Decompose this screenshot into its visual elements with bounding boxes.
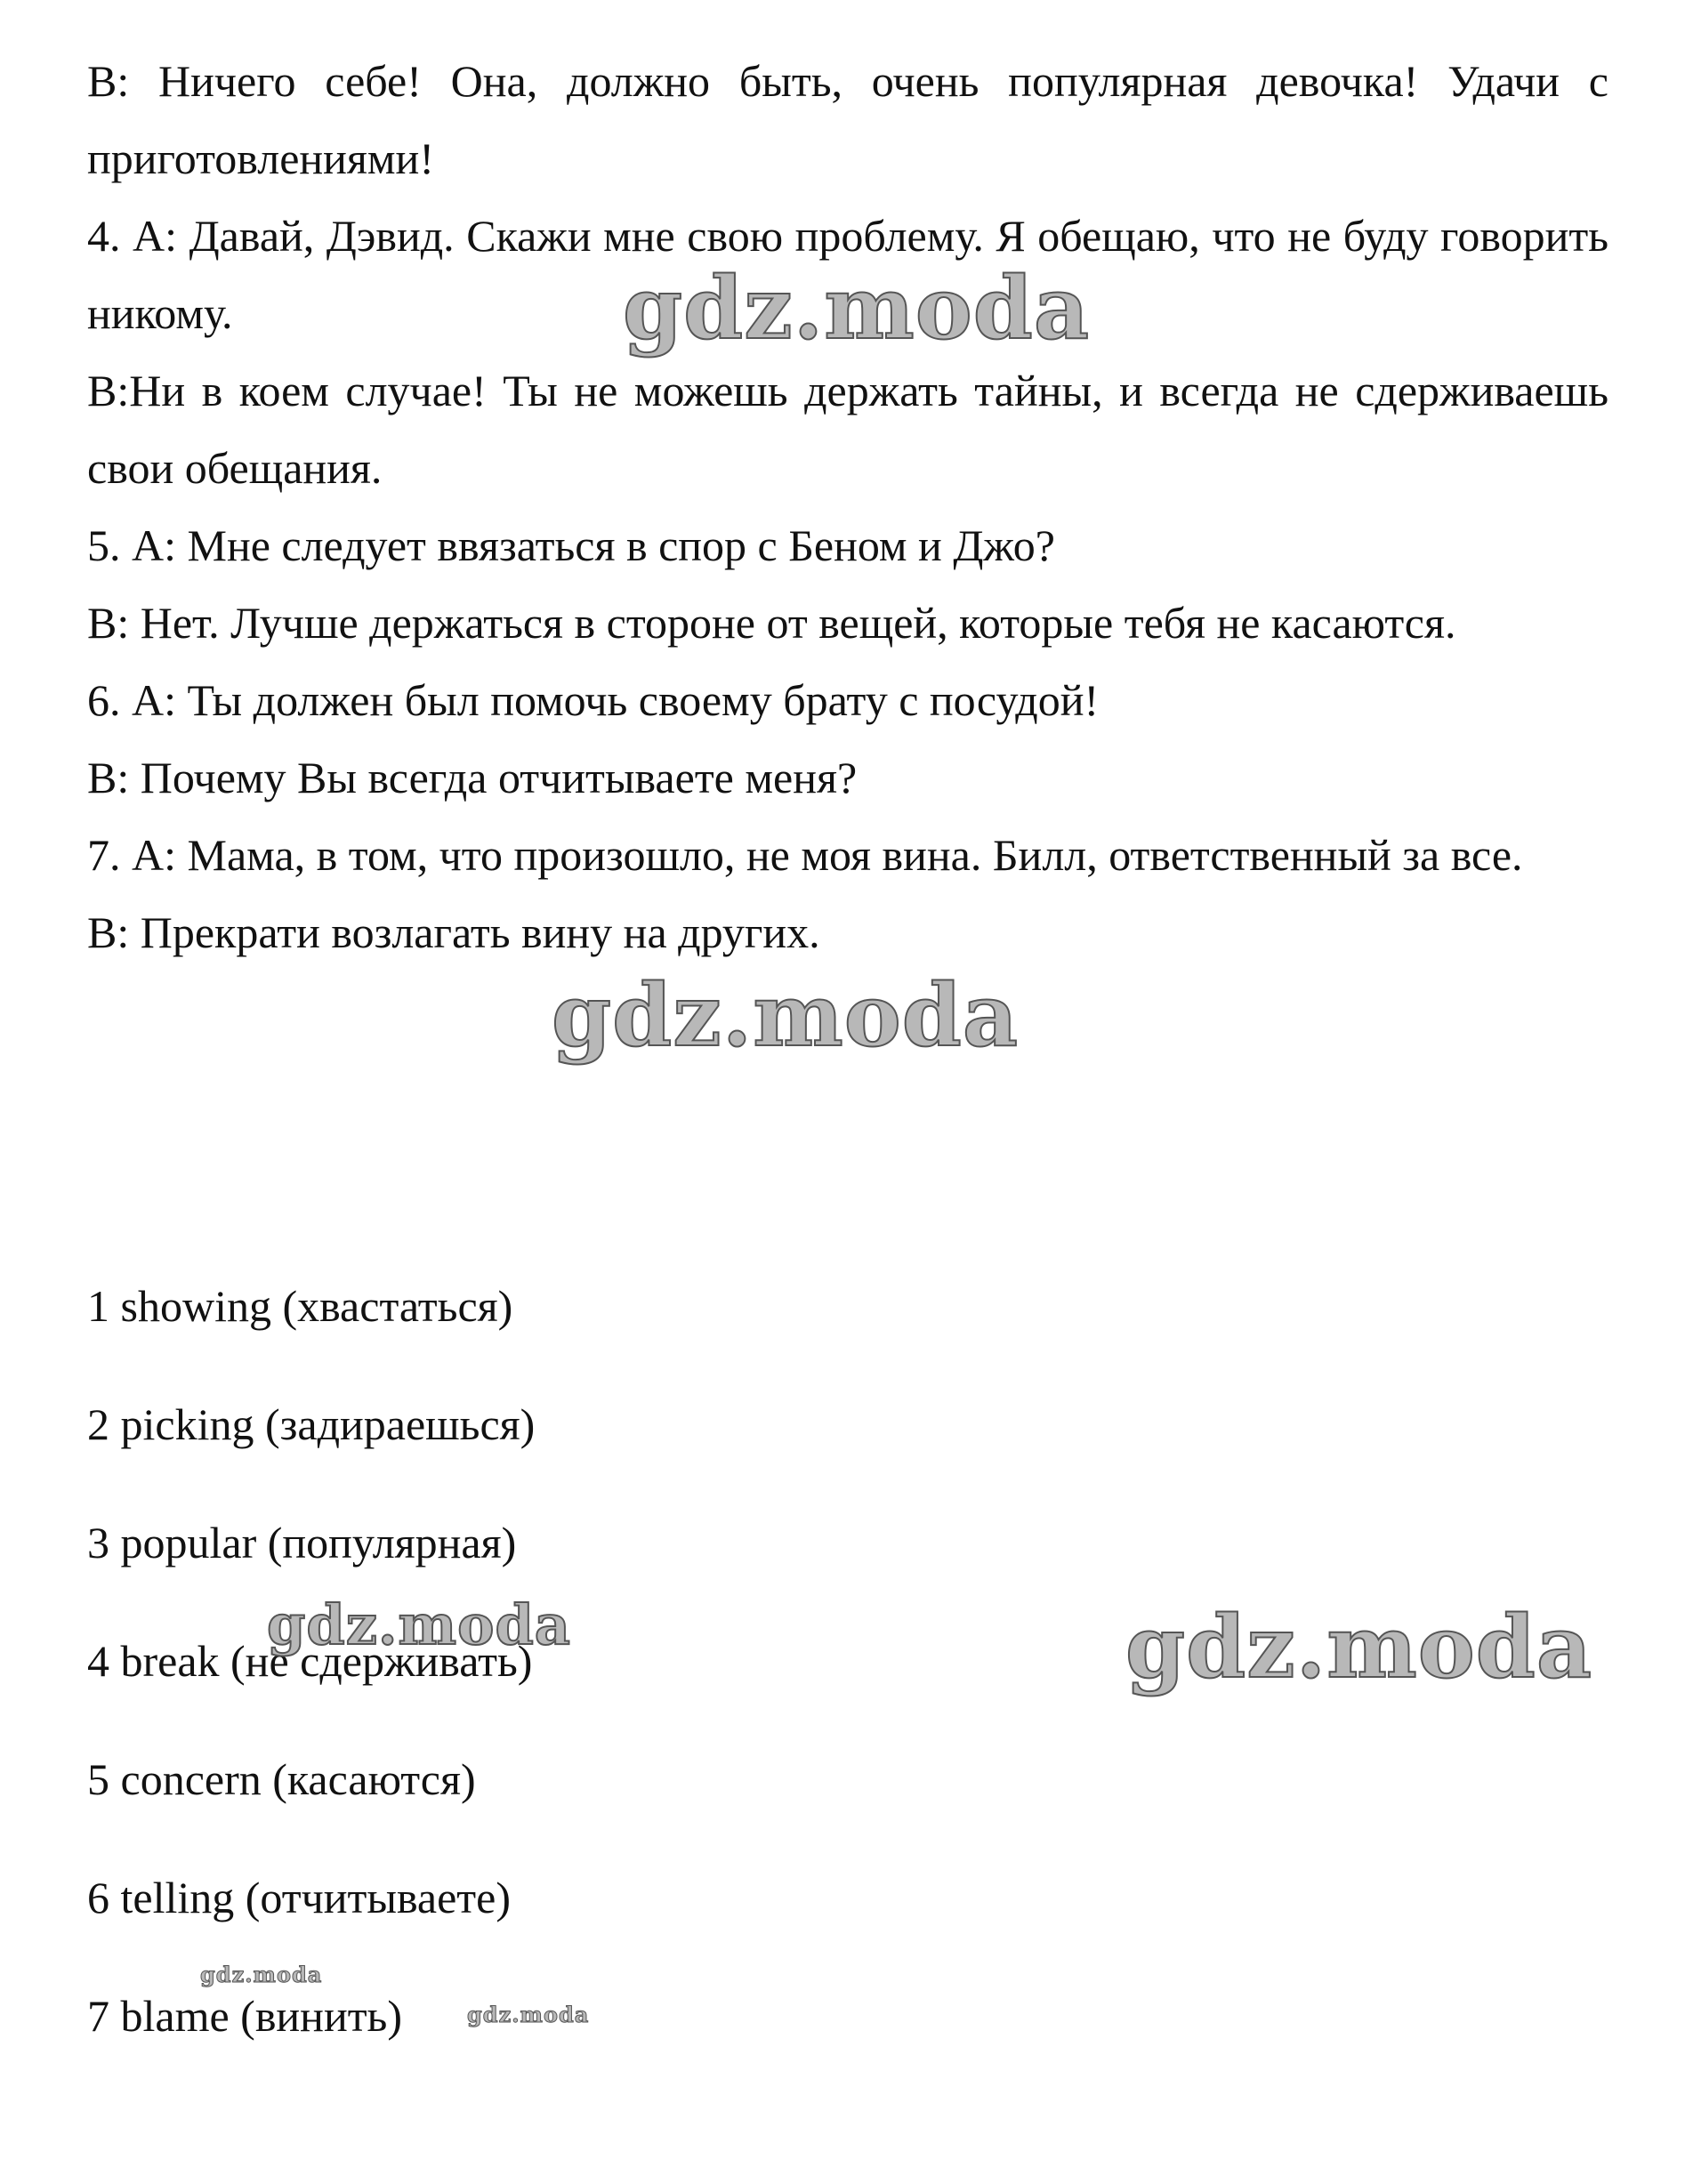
dialogue-line: В: Прекрати возлагать вину на других. [87, 907, 820, 957]
watermark: gdz.moda [200, 1962, 323, 1987]
answer-item: 7 blame (винить) [87, 1991, 403, 2041]
watermark: gdz.moda [267, 1592, 571, 1657]
watermark: gdz.moda [552, 965, 1020, 1066]
dialogue-line: 4. А: Давай, Дэвид. Скажи мне свою проблему. Я обещаю, что не буду говорить никому. [87, 211, 1608, 338]
dialogue-section [87, 43, 1608, 971]
answer-item: 6 telling (отчитываете) [87, 1873, 511, 1922]
answer-item: 2 picking (задираешься) [87, 1399, 536, 1449]
answer-item: 1 showing (хвастаться) [87, 1281, 513, 1331]
dialogue-line: 5. А: Мне следует ввязаться в спор с Беном и Джо? [87, 520, 1055, 570]
dialogue-line: 6. А: Ты должен был помочь своему брату с посудой! [87, 675, 1100, 725]
watermark: gdz.moda [467, 2002, 590, 2027]
dialogue-line: В:Ни в коем случае! Ты не можешь держать тайны, и всегда не сдерживаешь свои обещания. [87, 366, 1608, 493]
dialogue-line: 7. А: Мама, в том, что произошло, не моя вина. Билл, ответственный за все. [87, 830, 1523, 880]
watermark: gdz.moda [623, 258, 1091, 359]
dialogue-line: В: Нет. Лучше держаться в стороне от вещей, которые тебя не касаются. [87, 598, 1456, 648]
dialogue-line: B: Ничего себе! Она, должно быть, очень популярная девочка! Удачи с приготовлениями! [87, 56, 1608, 183]
watermark: gdz.moda [1125, 1597, 1593, 1697]
answer-item: 3 popular (популярная) [87, 1518, 517, 1567]
answer-item: 5 concern (касаются) [87, 1754, 476, 1804]
answers-list [87, 1279, 1155, 2107]
answer-item: 4 break (не сдерживать) [87, 1636, 533, 1686]
dialogue-line: В: Почему Вы всегда отчитываете меня? [87, 753, 858, 802]
